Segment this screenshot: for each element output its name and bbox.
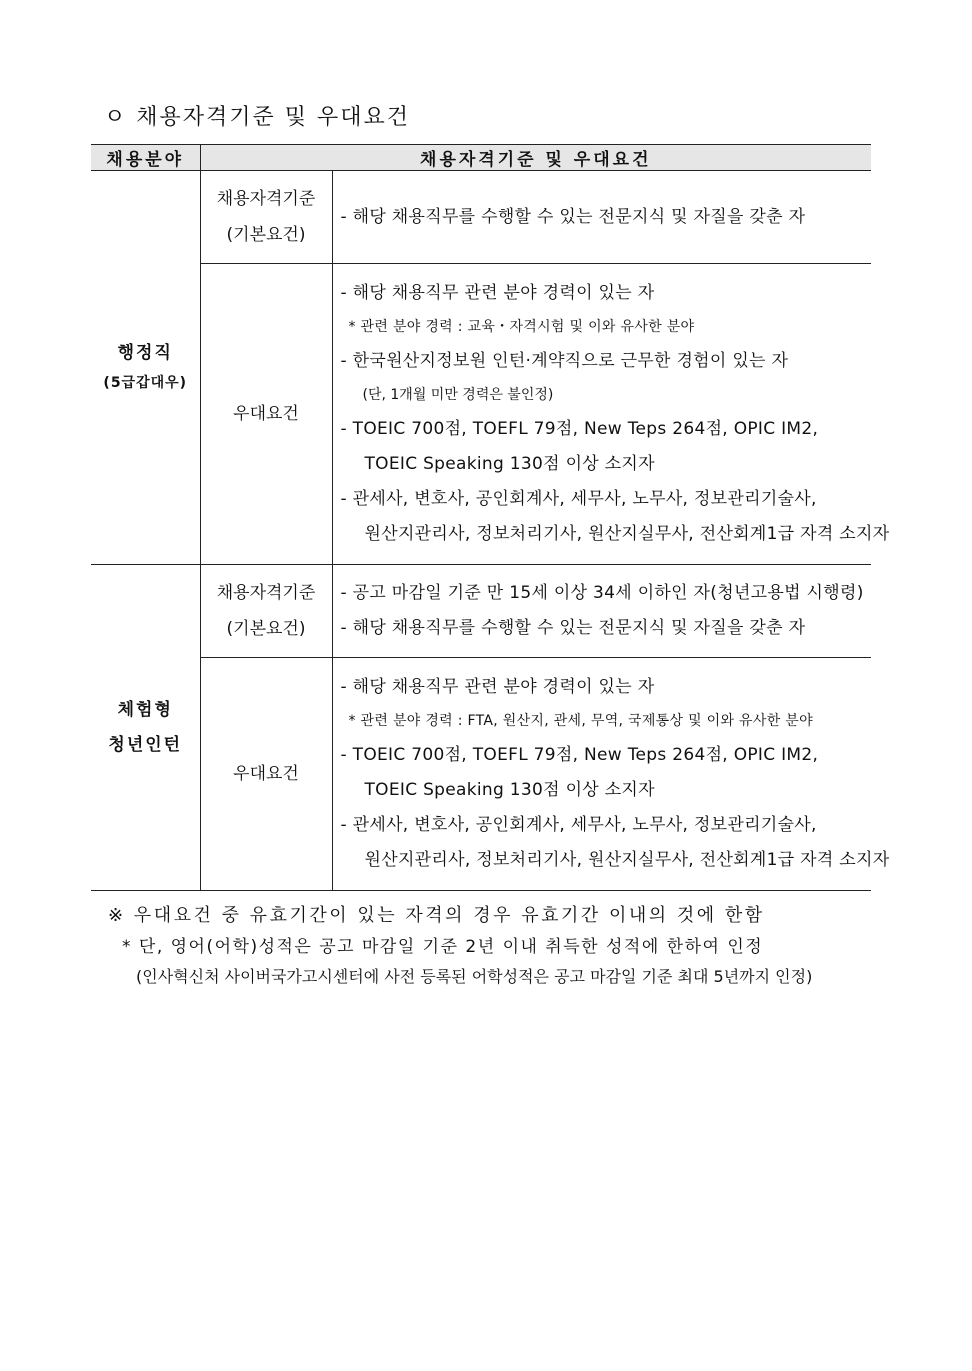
list-item-cont: 원산지관리사, 정보처리기사, 원산지실무사, 전산회계1급 자격 소지자: [364, 524, 890, 544]
pref-label: 우대요건: [233, 404, 299, 424]
note-validity: ※ 우대요건 중 유효기간이 있는 자격의 경우 유효기간 이내의 것에 한함: [108, 905, 765, 926]
list-item: - 관세사, 변호사, 공인회계사, 세무사, 노무사, 정보관리기술사,: [340, 815, 817, 835]
field-name: 행정직: [117, 343, 173, 364]
table-row: [91, 171, 871, 264]
basic-desc-cell: [332, 565, 871, 658]
note-language-exception: (인사혁신처 사이버국가고시센터에 사전 등록된 어학성적은 공고 마감일 기준 최대 5년까지 인정): [136, 967, 813, 986]
field-name: 체험형: [117, 700, 173, 721]
list-item-cont: TOEIC Speaking 130점 이상 소지자: [364, 780, 655, 800]
list-item-note: * 관련 분야 경력 : 교육・자격시험 및 이와 유사한 분야: [348, 319, 695, 335]
pref-label-cell: [200, 658, 332, 891]
list-item: - 해당 채용직무를 수행할 수 있는 전문지식 및 자질을 갖춘 자: [340, 618, 806, 638]
basic-desc-cell: [332, 171, 871, 264]
table-row: [91, 565, 871, 658]
list-item-note: * 관련 분야 경력 : FTA, 원산지, 관세, 무역, 국제통상 및 이와 유사한 분야: [348, 713, 813, 729]
field-name-line2: 청년인턴: [108, 734, 183, 755]
basic-label: 채용자격기준: [216, 583, 316, 603]
table-row: [91, 658, 871, 891]
pref-label: 우대요건: [233, 764, 299, 784]
pref-desc-cell: [332, 658, 890, 891]
list-item: - TOEIC 700점, TOEFL 79점, New Teps 264점, OPIC IM2,: [340, 419, 819, 439]
pref-desc-cell: [332, 264, 890, 565]
field-cell-intern: [91, 565, 200, 891]
pref-label-cell: [200, 264, 332, 565]
list-item: - 해당 채용직무 관련 분야 경력이 있는 자: [340, 677, 655, 697]
list-item-cont: TOEIC Speaking 130점 이상 소지자: [364, 454, 655, 474]
field-sub: (5급갑대우): [103, 374, 188, 391]
note-language-score: * 단, 영어(어학)성적은 공고 마감일 기준 2년 이내 취득한 성적에 한하여 인정: [122, 937, 764, 957]
basic-label-sub: (기본요건): [226, 225, 306, 245]
notes-block: [108, 900, 812, 992]
list-item: - TOEIC 700점, TOEFL 79점, New Teps 264점, OPIC IM2,: [340, 745, 819, 765]
list-item: - 관세사, 변호사, 공인회계사, 세무사, 노무사, 정보관리기술사,: [340, 489, 817, 509]
table-row: [91, 264, 871, 565]
list-item: - 해당 채용직무를 수행할 수 있는 전문지식 및 자질을 갖춘 자: [340, 206, 806, 227]
section-title: ㅇ 채용자격기준 및 우대요건: [104, 105, 411, 130]
basic-label-cell: [200, 171, 332, 264]
field-cell-admin: [91, 171, 200, 565]
list-item: - 해당 채용직무 관련 분야 경력이 있는 자: [340, 283, 655, 303]
header-criteria: 채용자격기준 및 우대요건: [200, 145, 871, 171]
basic-label: 채용자격기준: [216, 189, 316, 209]
criteria-table: [91, 144, 890, 891]
basic-label-cell: [200, 565, 332, 658]
list-item-cont: 원산지관리사, 정보처리기사, 원산지실무사, 전산회계1급 자격 소지자: [364, 850, 890, 870]
header-field: 채용분야: [91, 145, 200, 171]
list-item: - 한국원산지정보원 인턴·계약직으로 근무한 경험이 있는 자: [340, 351, 789, 371]
list-item-condition: (단, 1개월 미만 경력은 불인정): [362, 387, 554, 403]
basic-label-sub: (기본요건): [226, 619, 306, 639]
list-item: - 공고 마감일 기준 만 15세 이상 34세 이하인 자(청년고용법 시행령): [340, 583, 864, 603]
table-header-row: [91, 145, 871, 171]
